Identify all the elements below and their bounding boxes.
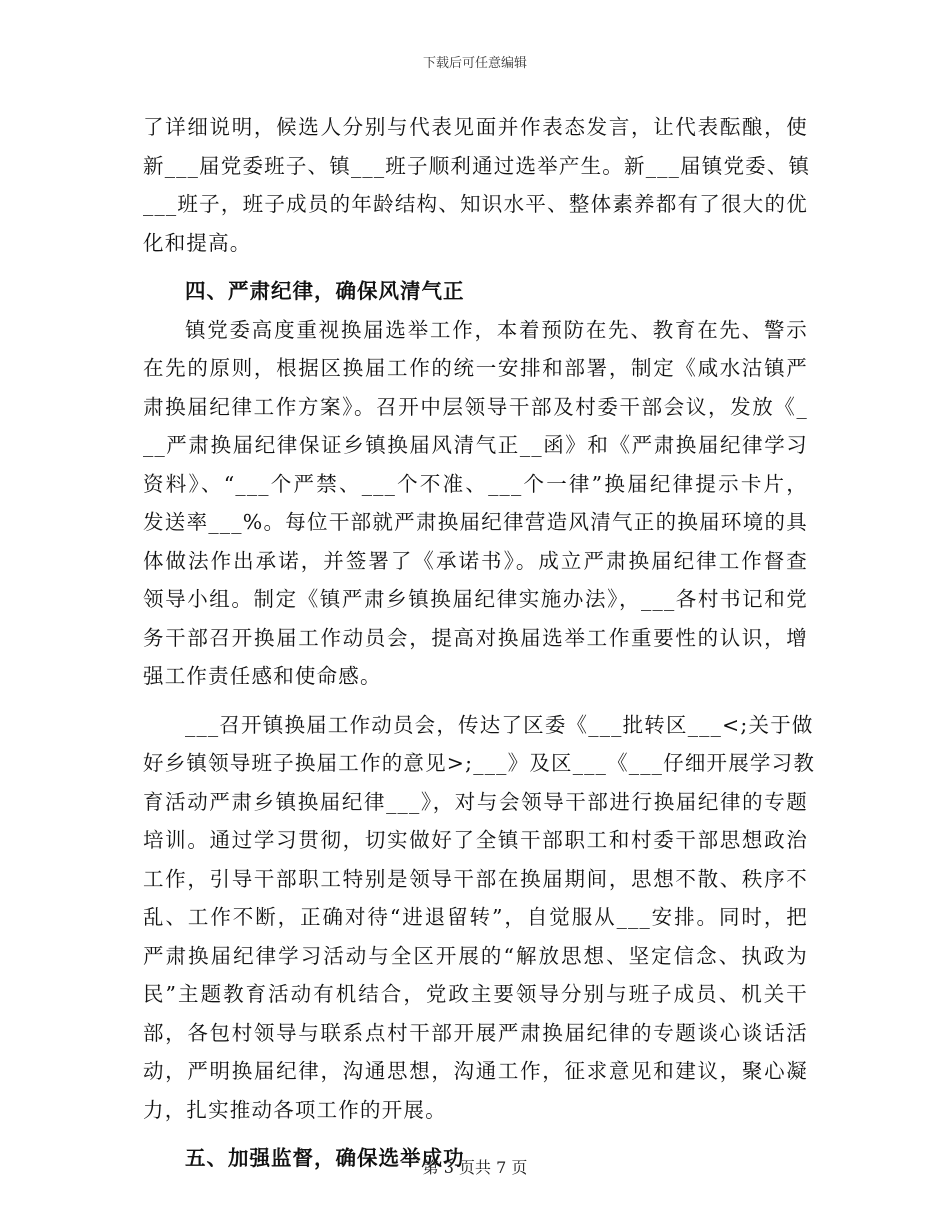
- paragraph-1: [143, 108, 811, 262]
- text-line: 发送率___%。每位干部就严肃换届纪律营造风清气正的换届环境的具: [143, 510, 808, 534]
- text-line: 领导小组。制定《镇严肃乡镇换届纪律实施办法》，___各村书记和党: [143, 587, 808, 611]
- text-line: __严肃换届纪律保证乡镇换届风清气正__函》和《严肃换届纪律学习: [143, 433, 808, 457]
- text-line: 严肃换届纪律学习活动与全区开展的“解放思想、坚定信念、执政为: [143, 943, 808, 968]
- text-line: 强工作责任感和使命感。: [143, 664, 382, 688]
- text-line: ___召开镇换届工作动员会，传达了区委《___批转区___<;关于做: [185, 712, 814, 737]
- text-line: 培训。通过学习贯彻，切实做好了全镇干部职工和村委干部思想政治: [143, 828, 808, 852]
- text-line: 体做法作出承诺，并签署了《承诺书》。成立严肃换届纪律工作督查: [143, 548, 808, 573]
- text-line: 动，严明换届纪律，沟通思想，沟通工作，征求意见和建议，聚心凝: [143, 1059, 808, 1083]
- page-header-note: 下载后可任意编辑: [422, 56, 527, 71]
- document-body: [143, 108, 816, 1178]
- text-line: ___班子，班子成员的年龄结构、知识水平、整体素养都有了很大的优: [143, 192, 808, 216]
- text-line: 乱、工作不断，正确对待“进退留转”，自觉服从___安排。同时，把: [143, 905, 808, 929]
- paragraph-2: [143, 311, 808, 696]
- text-line: 民”主题教育活动有机结合，党政主要领导分别与班子成员、机关干: [143, 982, 808, 1006]
- text-line: 好乡镇领导班子换届工作的意见>;___》及区___《___仔细开展学习教: [143, 751, 816, 775]
- section-heading-4: 四、严肃纪律，确保风清气正: [185, 279, 465, 303]
- paragraph-3: [143, 706, 816, 1130]
- text-line: 在先的原则，根据区换届工作的统一安排和部署，制定《咸水沽镇严: [143, 356, 808, 380]
- text-line: 工作，引导干部职工特别是领导干部在换届期间，思想不散、秩序不: [143, 866, 808, 891]
- text-line: 务干部召开换届工作动员会，提高对换届选举工作重要性的认识，增: [143, 625, 808, 650]
- text-line: 资料》、“___个严禁、___个不准、___个一律”换届纪律提示卡片，: [143, 471, 808, 496]
- text-line: 部，各包村领导与联系点村干部开展严肃换届纪律的专题谈心谈话活: [143, 1020, 808, 1045]
- page-number-footer: 第 3 页共 7 页: [422, 1158, 528, 1177]
- text-line: 力，扎实推动各项工作的开展。: [143, 1097, 447, 1122]
- text-line: 肃换届纪律工作方案》。召开中层领导干部及村委干部会议，发放《_: [143, 394, 808, 419]
- section-heading-5: 五、加强监督，确保选举成功: [185, 1146, 465, 1170]
- text-line: 镇党委高度重视换届选举工作，本着预防在先、教育在先、警示: [185, 317, 808, 342]
- text-line: 化和提高。: [143, 230, 252, 255]
- text-line: 了详细说明，候选人分别与代表见面并作表态发言，让代表酝酿，使: [143, 115, 808, 139]
- text-line: 育活动严肃乡镇换届纪律___》，对与会领导干部进行换届纪律的专题: [143, 789, 808, 814]
- text-line: 新___届党委班子、镇___班子顺利通过选举产生。新___届镇党委、镇: [143, 153, 811, 178]
